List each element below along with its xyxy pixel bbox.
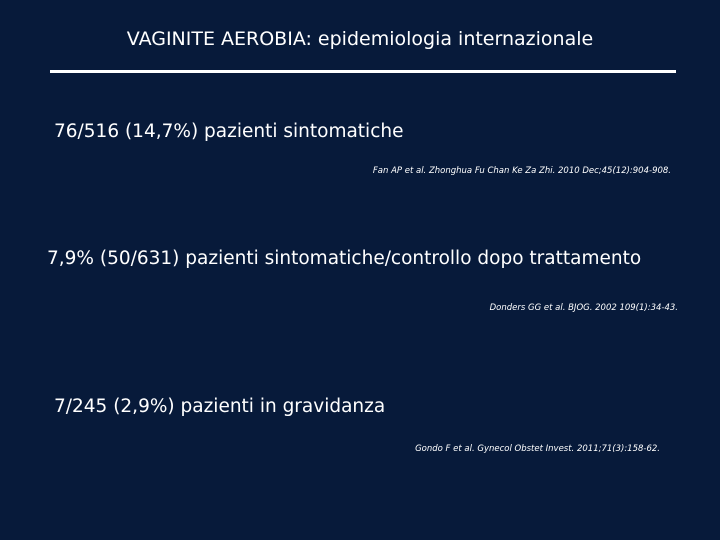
- reference-donders: Donders GG et al. BJOG. 2002 109(1):34-43.: [489, 303, 678, 313]
- stat-pregnancy: 7/245 (2,9%) pazienti in gravidanza: [54, 396, 386, 417]
- stat-post-treatment: 7,9% (50/631) pazienti sintomatiche/controllo dopo trattamento: [47, 248, 642, 269]
- title-underline: [50, 70, 676, 73]
- slide-title: VAGINITE AEROBIA: epidemiologia internazionale: [126, 28, 594, 50]
- stat-symptomatic-patients: 76/516 (14,7%) pazienti sintomatiche: [54, 121, 404, 142]
- reference-gondo: Gondo F et al. Gynecol Obstet Invest. 2011;71(3):158-62.: [415, 444, 660, 454]
- reference-fan: Fan AP et al. Zhonghua Fu Chan Ke Za Zhi. 2010 Dec;45(12):904-908.: [372, 166, 671, 176]
